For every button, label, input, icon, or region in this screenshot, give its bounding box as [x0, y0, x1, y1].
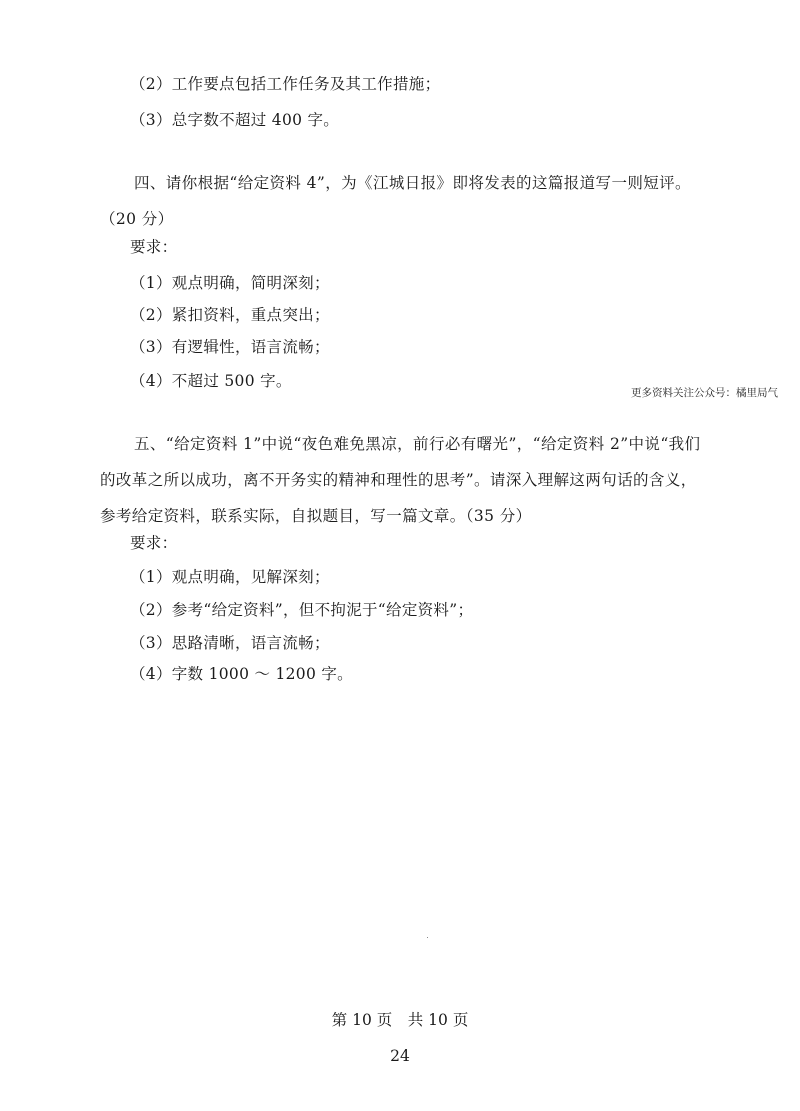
question-5-requirement-item: （4）字数 1000 ～ 1200 字。 [130, 665, 353, 683]
requirement-item: （2）工作要点包括工作任务及其工作措施； [130, 75, 441, 93]
question-4-requirement-item: （4）不超过 500 字。 [130, 372, 292, 390]
watermark-notice: 更多资料关注公众号：橘里局气 [631, 387, 778, 399]
question-5-requirement-item: （1）观点明确，见解深刻； [130, 568, 330, 586]
page-number: 24 [390, 1047, 410, 1065]
question-5-requirement-item: （3）思路清晰，语言流畅； [130, 634, 330, 652]
scan-speck [427, 937, 428, 938]
question-4-requirement-item: （3）有逻辑性，语言流畅； [130, 338, 330, 356]
question-5-requirement-item: （2）参考“给定资料”，但不拘泥于“给定资料”； [130, 601, 474, 619]
question-4-prompt: 四、请你根据“给定资料 4”，为《江城日报》即将发表的这篇报道写一则短评。（20 分） [100, 174, 691, 228]
requirement-item: （3）总字数不超过 400 字。 [130, 111, 340, 129]
question-5-requirements-label: 要求： [130, 534, 178, 552]
page-label: 第 10 页 共 10 页 [331, 1011, 469, 1029]
question-4-requirement-item: （2）紧扣资料，重点突出； [130, 306, 330, 324]
question-5-prompt: 五、“给定资料 1”中说“夜色难免黑凉，前行必有曙光”，“给定资料 2”中说“我们的改革之所以成功，离不开务实的精神和理性的思考”。请深入理解这两句话的含义，参考给定资料，联系实际，自拟题目，写一篇文章。（35 分） [100, 435, 701, 525]
question-4-requirements-label: 要求： [130, 238, 178, 256]
question-4-requirement-item: （1）观点明确，简明深刻； [130, 274, 330, 292]
